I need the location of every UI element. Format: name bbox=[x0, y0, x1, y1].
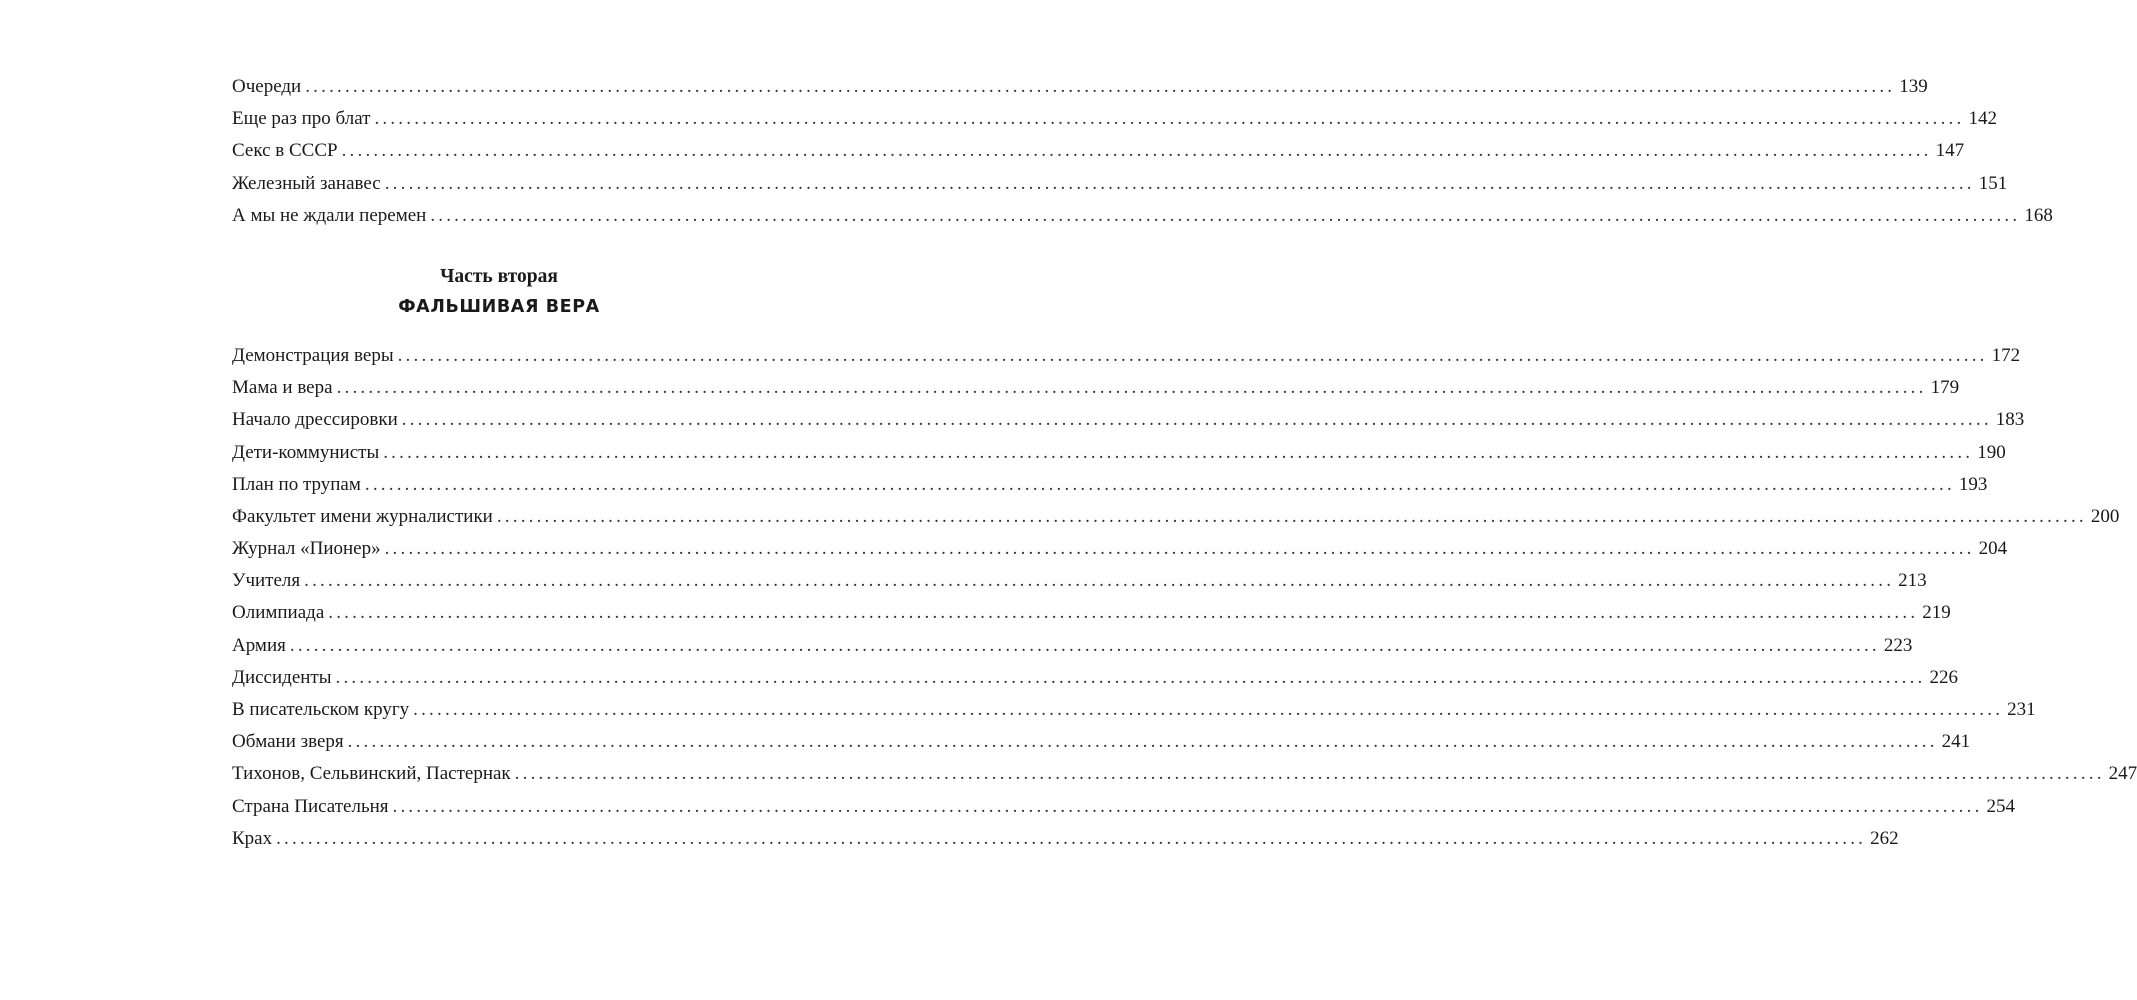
section-part-label: Часть вторая bbox=[440, 265, 558, 287]
toc-entry-page: 231 bbox=[2007, 699, 2036, 720]
toc-entry-page: 223 bbox=[1883, 634, 1913, 656]
toc-leader-dots: ........................................................................................................................................................................................................ bbox=[328, 602, 1919, 624]
section-heading bbox=[232, 262, 766, 322]
toc-entry-page: 200 bbox=[2090, 505, 2120, 527]
toc-entry bbox=[232, 823, 1899, 855]
toc-entry-page: 226 bbox=[1929, 666, 1958, 688]
toc-entry-title: А мы не ждали перемен bbox=[232, 204, 427, 226]
toc-entry-title: Мама и вера bbox=[232, 377, 333, 399]
toc-entry bbox=[232, 437, 2006, 469]
toc-leader-dots: ........................................................................................................................................................................................................ bbox=[304, 570, 1895, 592]
toc-entry-title: Секс в СССР bbox=[232, 140, 338, 162]
toc-entry bbox=[232, 71, 1928, 103]
toc-entry-title: Железный занавес bbox=[232, 172, 381, 194]
toc-entry-title: Начало дрессировки bbox=[232, 409, 398, 431]
toc-entry bbox=[232, 168, 2008, 200]
toc-entry bbox=[232, 533, 2008, 565]
toc-entry-page: 219 bbox=[1922, 602, 1951, 624]
toc-entry-title: Дети-коммунисты bbox=[232, 441, 380, 463]
toc-leader-dots: ........................................................................................................................................................................................................ bbox=[413, 699, 2004, 720]
toc-entry bbox=[232, 501, 2120, 533]
toc-entry-page: 204 bbox=[1978, 538, 2008, 560]
toc-leader-dots: ........................................................................................................................................................................................................ bbox=[276, 827, 1867, 849]
toc-entry bbox=[232, 565, 1927, 597]
toc-entry-title: Очереди bbox=[232, 76, 302, 97]
toc-leader-dots: ........................................................................................................................................................................................................ bbox=[401, 409, 1992, 431]
toc-entry-page: 190 bbox=[1977, 441, 2006, 463]
toc-group-part-one bbox=[232, 71, 2053, 232]
toc-group-part-two bbox=[232, 340, 2137, 855]
section-title: ФАЛЬШИВАЯ ВЕРА bbox=[398, 296, 600, 317]
toc-entry-page: 183 bbox=[1995, 409, 2025, 431]
toc-entry-page: 247 bbox=[2108, 763, 2137, 785]
toc-leader-dots: ........................................................................................................................................................................................................ bbox=[392, 795, 1983, 817]
toc-entry-page: 193 bbox=[1958, 473, 1988, 495]
toc-entry bbox=[232, 630, 1913, 662]
toc-entry bbox=[232, 469, 1988, 501]
toc-entry-page: 139 bbox=[1899, 76, 1928, 97]
toc-leader-dots: ........................................................................................................................................................................................................ bbox=[514, 763, 2105, 785]
toc-leader-dots: ........................................................................................................................................................................................................ bbox=[383, 441, 1974, 463]
toc-entry-title: План по трупам bbox=[232, 473, 361, 495]
toc-entry-title: Еще раз про блат bbox=[232, 108, 371, 130]
toc-leader-dots: ........................................................................................................................................................................................................ bbox=[496, 505, 2087, 527]
toc-entry-title: В писательском кругу bbox=[232, 699, 410, 720]
toc-entry-title: Страна Писательня bbox=[232, 795, 389, 817]
toc-entry-title: Тихонов, Сельвинский, Пастернак bbox=[232, 763, 511, 785]
toc-entry bbox=[232, 791, 2016, 823]
toc-leader-dots: ........................................................................................................................................................................................................ bbox=[374, 108, 1965, 130]
toc-entry bbox=[232, 372, 1960, 404]
toc-entry bbox=[232, 404, 2025, 436]
toc-entry-page: 147 bbox=[1935, 140, 1965, 162]
toc-leader-dots: ........................................................................................................................................................................................................ bbox=[397, 344, 1988, 366]
toc-entry-page: 151 bbox=[1978, 172, 2008, 194]
toc-entry-title: Олимпиада bbox=[232, 602, 325, 624]
toc-entry-page: 241 bbox=[1941, 731, 1971, 753]
toc-entry-title: Обмани зверя bbox=[232, 731, 344, 753]
toc-leader-dots: ........................................................................................................................................................................................................ bbox=[384, 538, 1975, 560]
toc-entry-page: 254 bbox=[1986, 795, 2016, 817]
toc-entry bbox=[232, 758, 2137, 790]
toc-leader-dots: ........................................................................................................................................................................................................ bbox=[364, 473, 1955, 495]
toc-leader-dots: ........................................................................................................................................................................................................ bbox=[305, 76, 1896, 97]
toc-entry-title: Факультет имени журналистики bbox=[232, 505, 493, 527]
toc-leader-dots: ........................................................................................................................................................................................................ bbox=[384, 172, 1975, 194]
toc-entry bbox=[232, 200, 2053, 232]
toc-entry bbox=[232, 694, 2036, 726]
toc-entry-title: Диссиденты bbox=[232, 666, 332, 688]
toc-entry-title: Журнал «Пионер» bbox=[232, 538, 381, 560]
toc-entry-title: Крах bbox=[232, 827, 273, 849]
toc-leader-dots: ........................................................................................................................................................................................................ bbox=[341, 140, 1932, 162]
toc-entry-page: 172 bbox=[1991, 344, 2021, 366]
toc-leader-dots: ........................................................................................................................................................................................................ bbox=[430, 204, 2021, 226]
toc-entry-title: Демонстрация веры bbox=[232, 344, 394, 366]
table-of-contents bbox=[232, 71, 2137, 855]
toc-entry bbox=[232, 726, 1971, 758]
toc-entry-title: Учителя bbox=[232, 570, 301, 592]
toc-entry bbox=[232, 135, 1965, 167]
toc-leader-dots: ........................................................................................................................................................................................................ bbox=[336, 377, 1927, 399]
toc-entry-title: Армия bbox=[232, 634, 286, 656]
toc-entry bbox=[232, 103, 1997, 135]
toc-entry-page: 142 bbox=[1968, 108, 1997, 130]
toc-entry-page: 262 bbox=[1870, 827, 1899, 849]
toc-entry bbox=[232, 340, 2021, 372]
toc-entry-page: 168 bbox=[2024, 204, 2053, 226]
toc-leader-dots: ........................................................................................................................................................................................................ bbox=[289, 634, 1880, 656]
toc-entry-page: 213 bbox=[1898, 570, 1927, 592]
toc-leader-dots: ........................................................................................................................................................................................................ bbox=[335, 666, 1926, 688]
toc-entry-page: 179 bbox=[1930, 377, 1960, 399]
toc-entry bbox=[232, 662, 1958, 694]
toc-entry bbox=[232, 597, 1951, 629]
toc-leader-dots: ........................................................................................................................................................................................................ bbox=[347, 731, 1938, 753]
